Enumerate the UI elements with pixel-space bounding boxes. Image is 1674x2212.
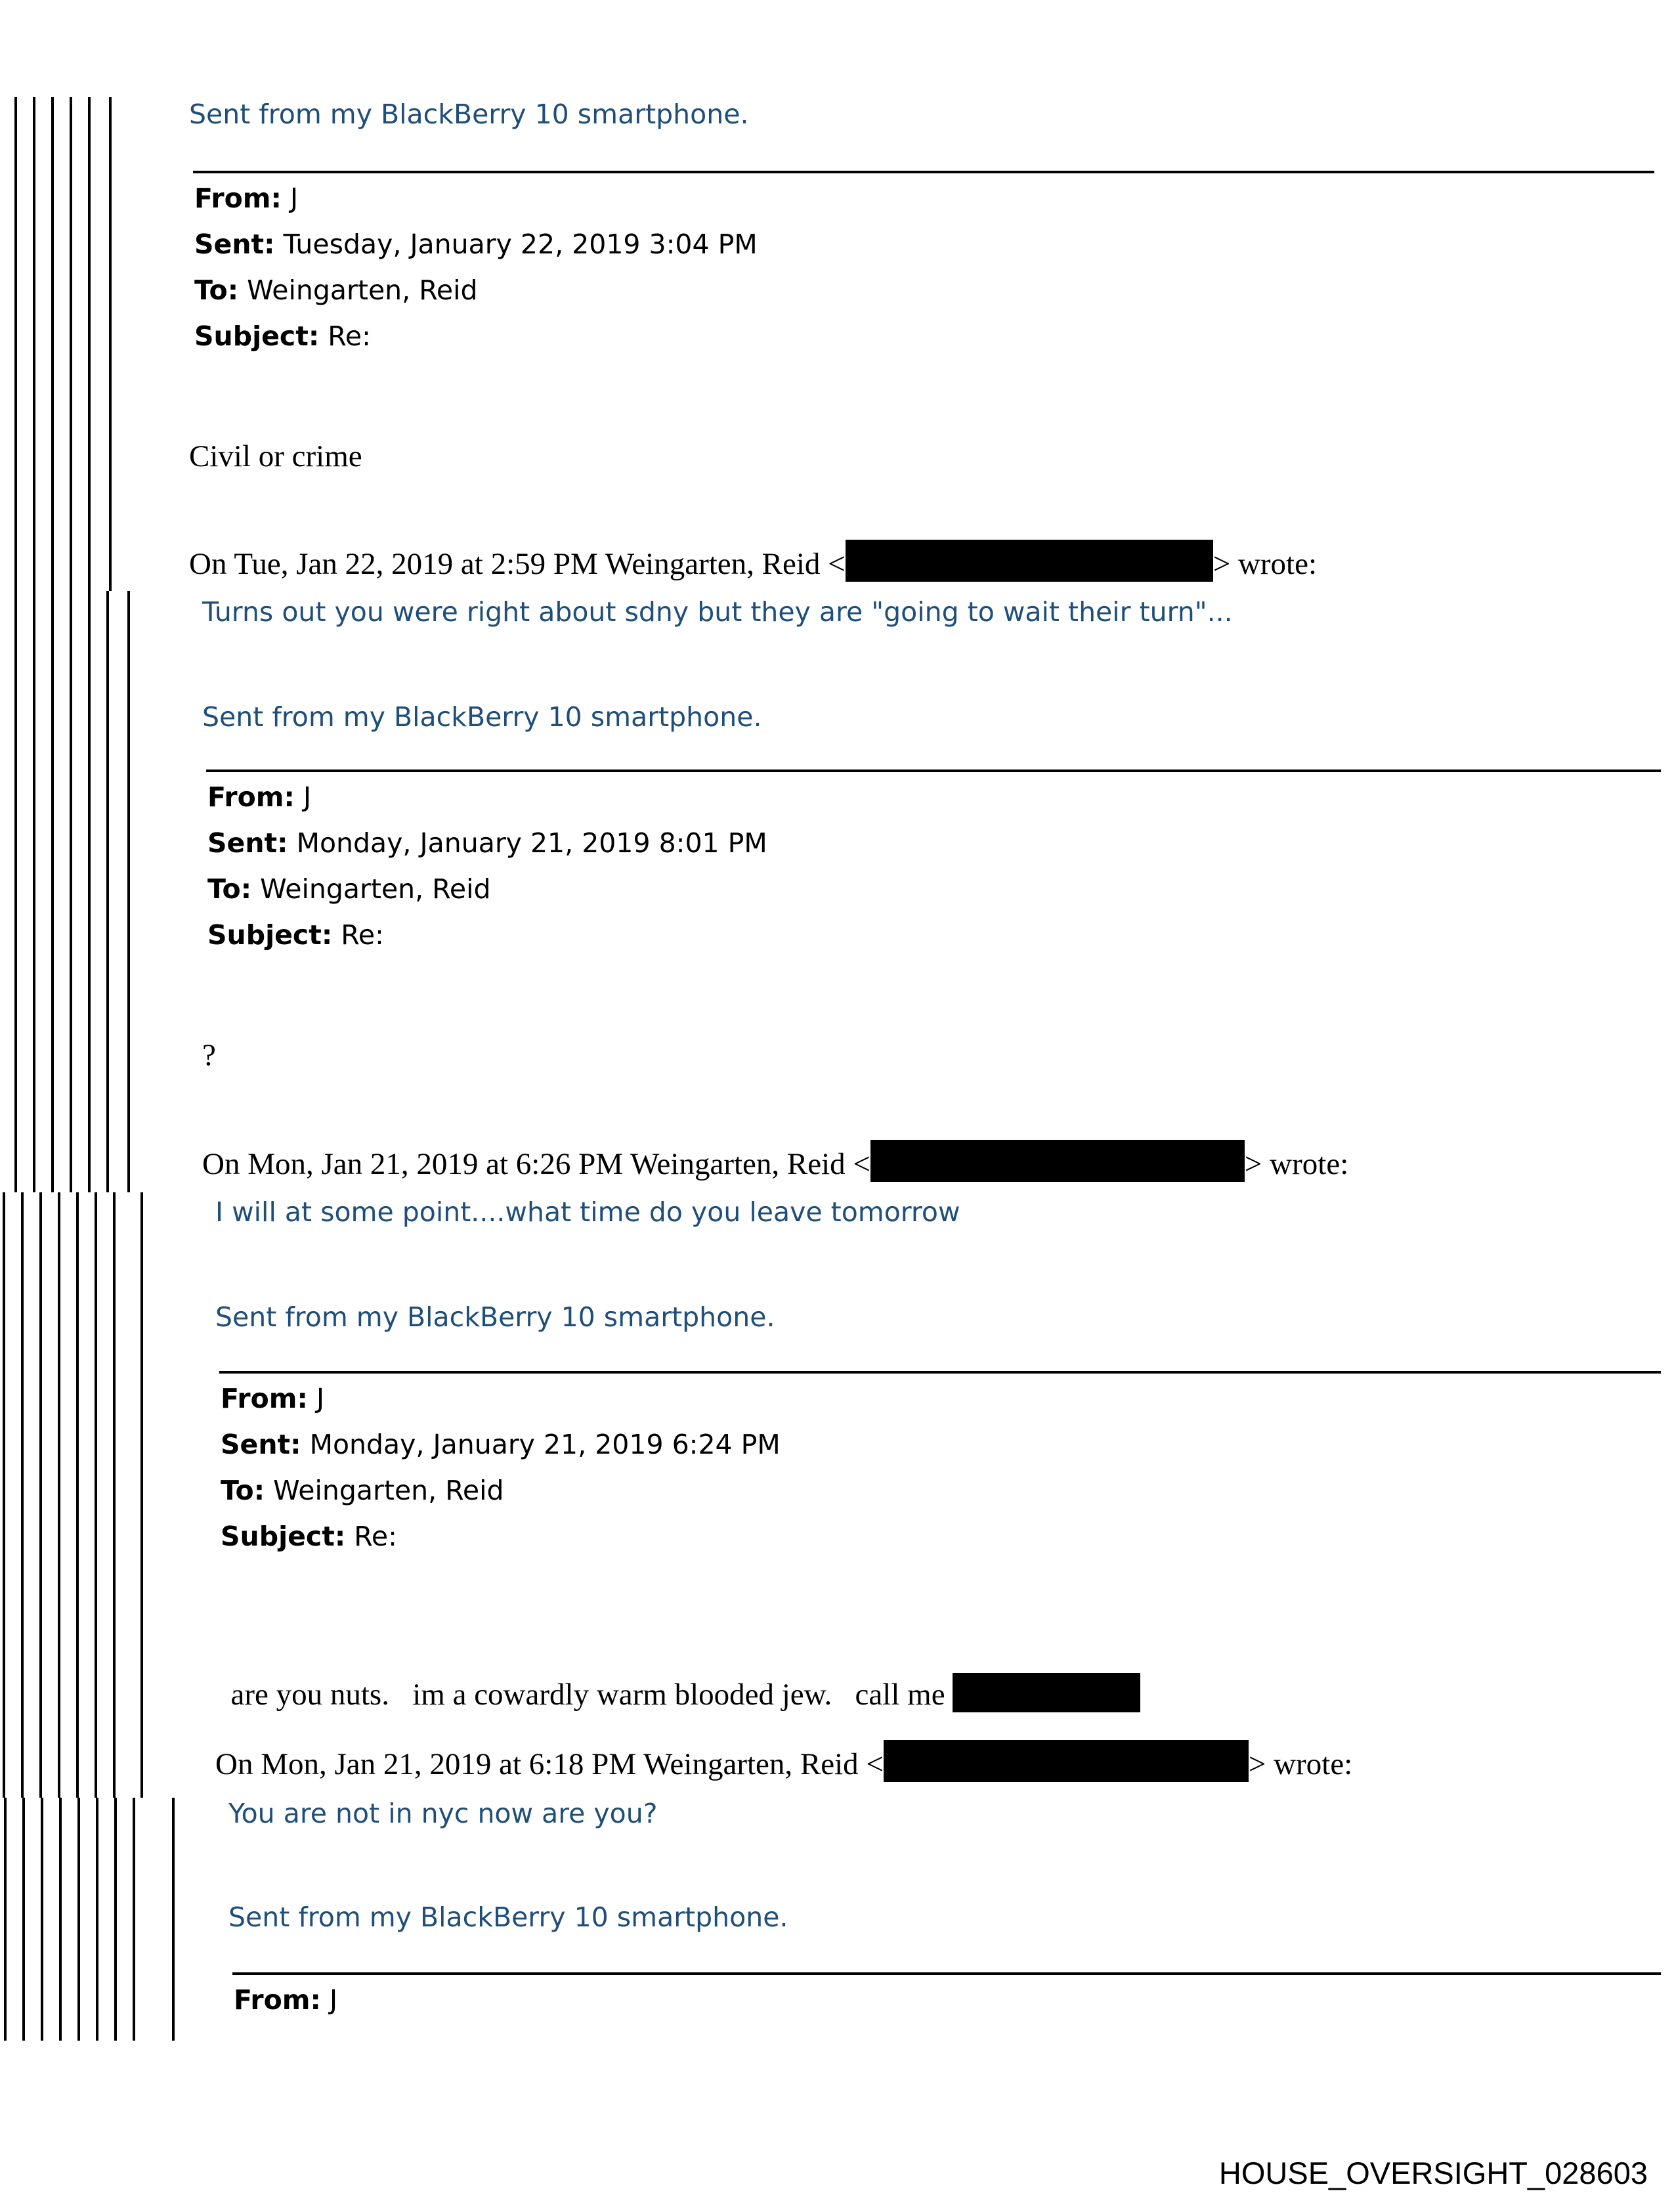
quote-bars bbox=[0, 1798, 177, 2041]
from-line: From: J bbox=[207, 781, 312, 813]
sent-from-signature: Sent from my BlackBerry 10 smartphone. bbox=[202, 701, 762, 733]
from-line: From: J bbox=[194, 183, 299, 214]
quote-bars bbox=[0, 1192, 158, 1798]
header-divider bbox=[219, 1371, 1661, 1374]
bates-number: HOUSE_OVERSIGHT_028603 bbox=[1218, 2156, 1648, 2190]
sent-line: Sent: Monday, January 21, 2019 8:01 PM bbox=[207, 827, 767, 859]
subject-line: Subject: Re: bbox=[207, 919, 384, 951]
reply-attribution: On Mon, Jan 21, 2019 at 6:18 PM Weingarten, Reid < > wrote: bbox=[215, 1740, 1352, 1782]
redaction-box bbox=[953, 1673, 1140, 1712]
redaction-box bbox=[846, 540, 1213, 582]
redaction-box bbox=[884, 1740, 1249, 1782]
subject-line: Subject: Re: bbox=[221, 1521, 397, 1552]
quote-bars bbox=[0, 591, 144, 1192]
sent-line: Sent: Tuesday, January 22, 2019 3:04 PM bbox=[194, 228, 758, 260]
to-line: To: Weingarten, Reid bbox=[221, 1475, 504, 1506]
message-body: Civil or crime bbox=[189, 439, 362, 473]
to-line: To: Weingarten, Reid bbox=[207, 873, 491, 905]
to-line: To: Weingarten, Reid bbox=[194, 274, 478, 306]
quoted-message: You are not in nyc now are you? bbox=[228, 1798, 658, 1829]
quote-bars bbox=[0, 97, 131, 591]
message-body: are you nuts. im a cowardly warm blooded jew. call me bbox=[215, 1637, 1140, 1712]
quoted-message: I will at some point....what time do you leave tomorrow bbox=[215, 1196, 960, 1228]
redaction-box bbox=[870, 1140, 1245, 1182]
header-divider bbox=[206, 770, 1661, 772]
reply-attribution: On Mon, Jan 21, 2019 at 6:26 PM Weingarten, Reid < > wrote: bbox=[202, 1140, 1348, 1182]
from-line: From: J bbox=[221, 1383, 325, 1414]
subject-line: Subject: Re: bbox=[194, 320, 371, 352]
sent-line: Sent: Monday, January 21, 2019 6:24 PM bbox=[221, 1429, 781, 1460]
sent-from-signature: Sent from my BlackBerry 10 smartphone. bbox=[228, 1901, 788, 1933]
sent-from-signature: Sent from my BlackBerry 10 smartphone. bbox=[215, 1301, 775, 1333]
quoted-message: Turns out you were right about sdny but they are "going to wait their turn"... bbox=[202, 596, 1233, 628]
message-body: ? bbox=[202, 1038, 216, 1072]
header-divider bbox=[232, 1972, 1661, 1975]
from-line: From: J bbox=[234, 1984, 338, 2016]
reply-attribution: On Tue, Jan 22, 2019 at 2:59 PM Weingarten, Reid < > wrote: bbox=[189, 540, 1317, 582]
sent-from-signature: Sent from my BlackBerry 10 smartphone. bbox=[189, 98, 749, 130]
header-divider bbox=[193, 171, 1654, 173]
